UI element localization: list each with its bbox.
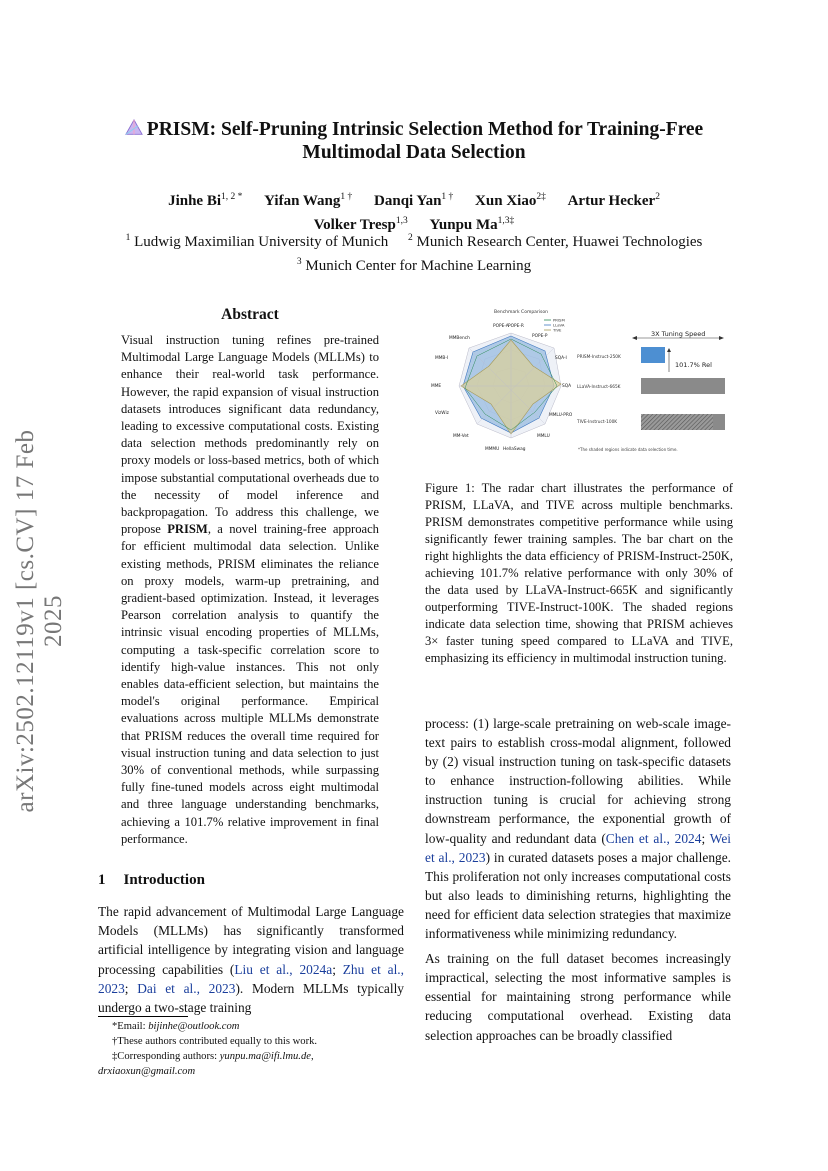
intro-paragraph: The rapid advancement of Multimodal Large Language Models (MLLMs) has significantly transformed artificial intelligence by integrating vision and language processing capabilities (Liu et al., 2024a; Zhu et al., 2023; Dai et al., 2023). Modern MLLMs typically undergo a two-stage training [98, 904, 404, 1016]
right-paragraph-2: As training on the full dataset becomes increasingly impractical, selecting the most informative samples is essential for maintaining strong performance while reducing computational overhead. Existing data selection approaches can be broadly classified [425, 951, 731, 1043]
bar-tive [713, 414, 725, 430]
footnote-rule [98, 1016, 188, 1017]
footnote-equal: †These authors contributed equally to this work. [112, 1036, 318, 1047]
footnotes [98, 1019, 404, 1079]
title-line-1: PRISM: Self-Pruning Intrinsic Selection Method for Training-Free [146, 119, 704, 140]
affiliation-2: $^2$ Munich Research Center, Huawei Technologies [407, 233, 703, 250]
bar-llava [641, 378, 725, 394]
rel-label: 101.7% Rel [675, 361, 712, 369]
citation-zhu[interactable]: Zhu et al., 2023 [98, 961, 404, 996]
speed-label: 3X Tuning Speed [651, 330, 706, 338]
author-0: Jinhe $Bi^{1, 2 *}$ [168, 192, 243, 209]
axis-label-mmb-i: MMB-I [435, 356, 449, 361]
intro-heading: 1 Introduction [98, 872, 205, 888]
affiliations [80, 228, 748, 276]
radar-title: Benchmark Comparison [493, 310, 549, 315]
axis-label-sqa-i: SQA-I [555, 356, 567, 361]
axis-label-vizwiz: VizWiz [435, 411, 449, 416]
citation-chen[interactable]: Chen et al., 2024 [605, 830, 702, 846]
axis-label-mme: MME [431, 384, 442, 389]
abstract-heading: Abstract [221, 306, 279, 323]
prism-logo-icon [125, 119, 143, 137]
citation-wei[interactable]: Wei et al., 2023 [425, 830, 732, 865]
figure-1 [421, 306, 731, 466]
axis-label-hellaswag: HellaSwag [503, 447, 526, 452]
author-5: Volker Tresp$^{1,3}$ [313, 216, 408, 233]
right-column-text [425, 714, 731, 1051]
affiliation-3: $^3$ Munich Center for Machine Learning [296, 257, 532, 274]
axis-label-mmmu: MMMU [485, 447, 500, 452]
figure-caption: Figure 1: The radar chart illustrates the performance of PRISM, LLaVA, and TIVE across multiple benchmarks. PRISM demonstrates competitive performance while using significantly fewer training samples. The bar chart on the right highlights the data efficiency of PRISM-Instruct-250K, achieving 101.7% relative performance with only 30% of the data used by LLaVA-Instruct-665K and significantly outperforming TIVE-Instruct-100K. The shaded regions indicate data selection time, showing that PRISM achieves 3× faster tuning speed compared to LLaVA and TIVE, emphasizing its efficiency in multimodal instruction tuning. [425, 481, 733, 665]
author-1: Yifan Wang$^{1 \dagger}$ [264, 192, 353, 209]
title-line-2: Multimodal Data Selection [302, 142, 526, 163]
axis-label-sqa: SQA [562, 384, 572, 389]
prism-bold: PRISM [167, 522, 208, 537]
axis-label-mmlu: MMLU [537, 434, 550, 439]
axis-label-pope-a: POPE-A [493, 324, 509, 329]
abstract-text: Visual instruction tuning refines pre-trained Multimodal Large Language Models (MLLMs) to enhance their real-world task performance. However, the rapid expansion of visual instruction datasets introduces significant data redundancy, leading to excessive computational costs. Existing data selection methods predominantly rely on proxy models or loss-based metrics, both of which impose substantial computational overheads due to the necessity of model inference and backpropagation. To address this challenge, we propose PRISM, a novel training-free approach for efficient multimodal data selection. Unlike existing methods, PRISM eliminates the reliance on proxy models, warm-up pretraining, and gradient-based optimization. Instead, it leverages Pearson correlation analysis to quantify the intrinsic visual encoding properties of MLLMs, computing a task-specific correlation score to identify high-value instances. This not only enables data-efficient selection, but maintains the model's original performance. Empirical evaluations across multiple MLLMs demonstrate that PRISM reduces the overall time required for visual instruction tuning and data selection to just 30% of conventional methods, while surpassing fully fine-tuned models across eight multimodal and three language understanding benchmarks, achieving a 101.7% relative improvement in final performance. [121, 333, 379, 846]
citation-dai[interactable]: Dai et al., 2023 [137, 980, 236, 996]
author-6: Yunpu $Ma^{1,3\ddagger}$ [429, 216, 515, 233]
arxiv-stamp: arXiv:2502.12119v1 [cs.CV] 17 Feb 2025 [12, 429, 67, 813]
bar-tive-selection [641, 414, 713, 430]
axis-label-mmbench: MMBench [449, 336, 470, 341]
axis-label-pope-p: POPE-P [532, 334, 548, 339]
paper-title [100, 118, 728, 164]
bar-label-tive: TIVE-Instruct-100K [577, 420, 618, 425]
bar-label-prism: PRISM-Instruct-250K [577, 355, 621, 360]
right-paragraph-1: process: (1) large-scale pretraining on web-scale image-text pairs to establish cross-modal alignment, followed by (2) visual instruction tuning on task-specific datasets to enhance instruction-following abilities. While instruction tuning is crucial for achieving strong downstream performance, the exponential growth of low-quality and redundant data (Chen et al., 2024; Wei et al., 2023) in curated datasets poses a major challenge. This proliferation not only increases computational costs but also leads to diminishing returns, highlighting the need for efficient data selection strategies that maximize informativeness while minimizing redundancy. [425, 716, 732, 942]
author-3: Xun Xiao$^{2\ddagger}$ [475, 192, 546, 209]
axis-label-mm-vet: MM-Vet [453, 434, 469, 439]
bar-prism [641, 347, 665, 363]
legend-prism: PRISM [553, 317, 565, 323]
legend-tive: TIVE [553, 327, 562, 333]
radar-chart [459, 333, 561, 438]
axis-label-mmlu-pro: MMLU-PRO [549, 413, 573, 418]
citation-liu[interactable]: Liu et al., 2024a [234, 961, 333, 977]
bar-label-llava: LLaVA-Instruct-665K [577, 385, 621, 390]
affiliation-1: $^1$ Ludwig Maximilian University of Munich [125, 233, 389, 250]
footnote-email: *Email: bijinhe@outlook.com [112, 1021, 240, 1032]
legend-llava: LLaVA [553, 322, 565, 328]
efficiency-bar-chart [576, 330, 725, 452]
radar-legend [544, 318, 565, 333]
footnote-corresponding: ‡Corresponding authors: yunpu.ma@ifi.lmu.de, drxiaoxun@gmail.com [98, 1051, 314, 1077]
shaded-note: *The shaded regions indicate data selection time. [578, 447, 678, 452]
axis-label-pope-r: POPE-R [508, 324, 524, 329]
author-4: Artur Hecker$^2$ [567, 192, 660, 209]
author-2: Danqi Yan$^{1 \dagger}$ [374, 192, 454, 209]
